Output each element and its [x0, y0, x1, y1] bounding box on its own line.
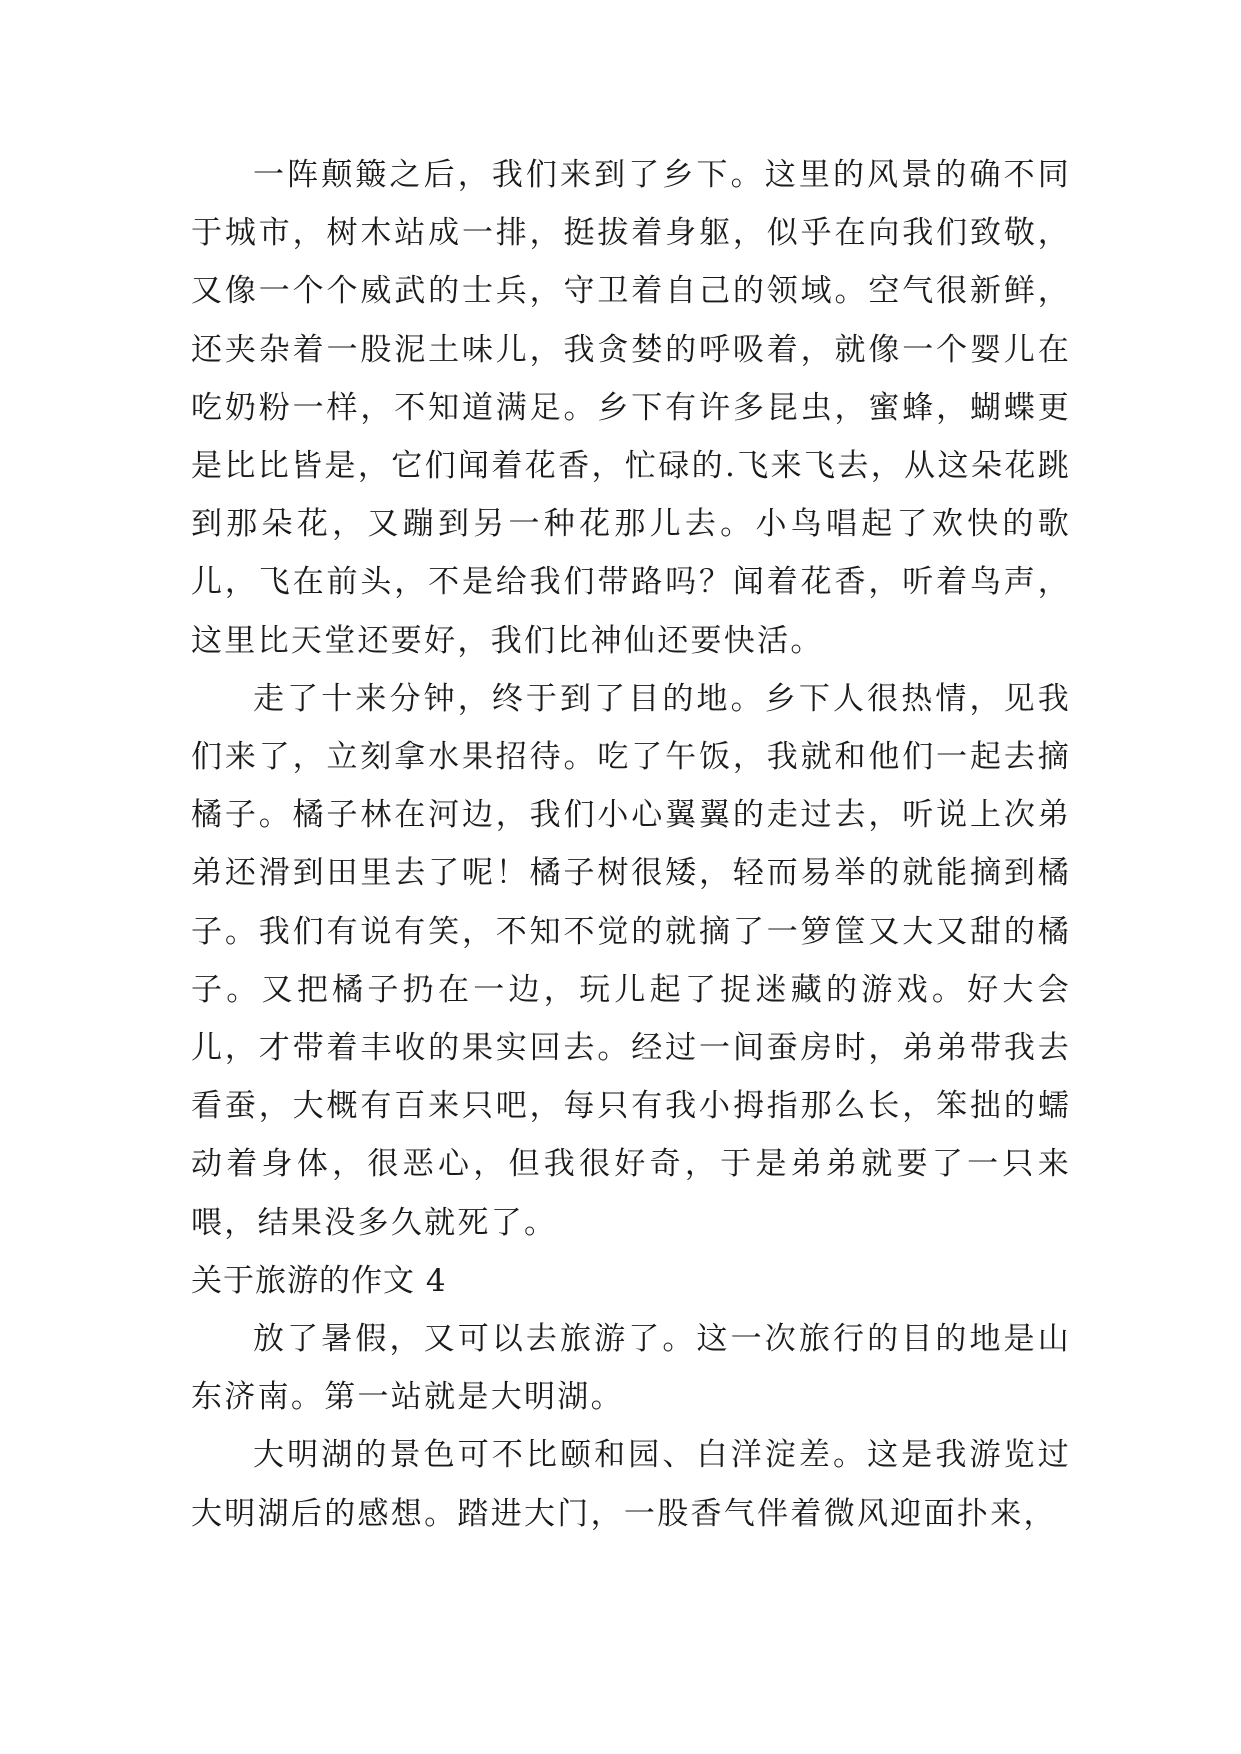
paragraph: 走了十来分钟，终于到了目的地。乡下人很热情，见我们来了，立刻拿水果招待。吃了午饭，我就和他们一起去摘橘子。橘子林在河边，我们小心翼翼的走过去，听说上次弟弟还滑到田里去了呢！橘子树很矮，轻而易举的就能摘到橘子。我们有说有笑，不知不觉的就摘了一箩筐又大又甜的橘子。又把橘子扔在一边，玩儿起了捉迷藏的游戏。好大会儿，才带着丰收的果实回去。经过一间蚕房时，弟弟带我去看蚕，大概有百来只吧，每只有我小拇指那么长，笨拙的蠕动着身体，很恶心，但我很好奇，于是弟弟就要了一只来喂，结果没多久就死了。 [191, 680, 1071, 1241]
paragraph: 一阵颠簸之后，我们来到了乡下。这里的风景的确不同于城市，树木站成一排，挺拔着身躯，似乎在向我们致敬，又像一个个威武的士兵，守卫着自己的领域。空气很新鲜，还夹杂着一股泥土味儿，我贪婪的呼吸着，就像一个婴儿在吃奶粉一样，不知道满足。乡下有许多昆虫，蜜蜂，蝴蝶更是比比皆是，它们闻着花香，忙碌的.飞来飞去，从这朵花跳到那朵花，又蹦到另一种花那儿去。小鸟唱起了欢快的歌儿，飞在前头，不是给我们带路吗？闻着花香，听着鸟声，这里比天堂还要好，我们比神仙还要快活。 [191, 157, 1071, 659]
section-heading: 关于旅游的作文 4 [191, 1262, 447, 1299]
paragraph: 大明湖的景色可不比颐和园、白洋淀差。这是我游览过大明湖后的感想。踏进大门，一股香气伴着微风迎面扑来， [191, 1437, 1071, 1532]
document-page [191, 146, 1071, 1543]
paragraph: 放了暑假，又可以去旅游了。这一次旅行的目的地是山东济南。第一站就是大明湖。 [191, 1321, 1071, 1416]
